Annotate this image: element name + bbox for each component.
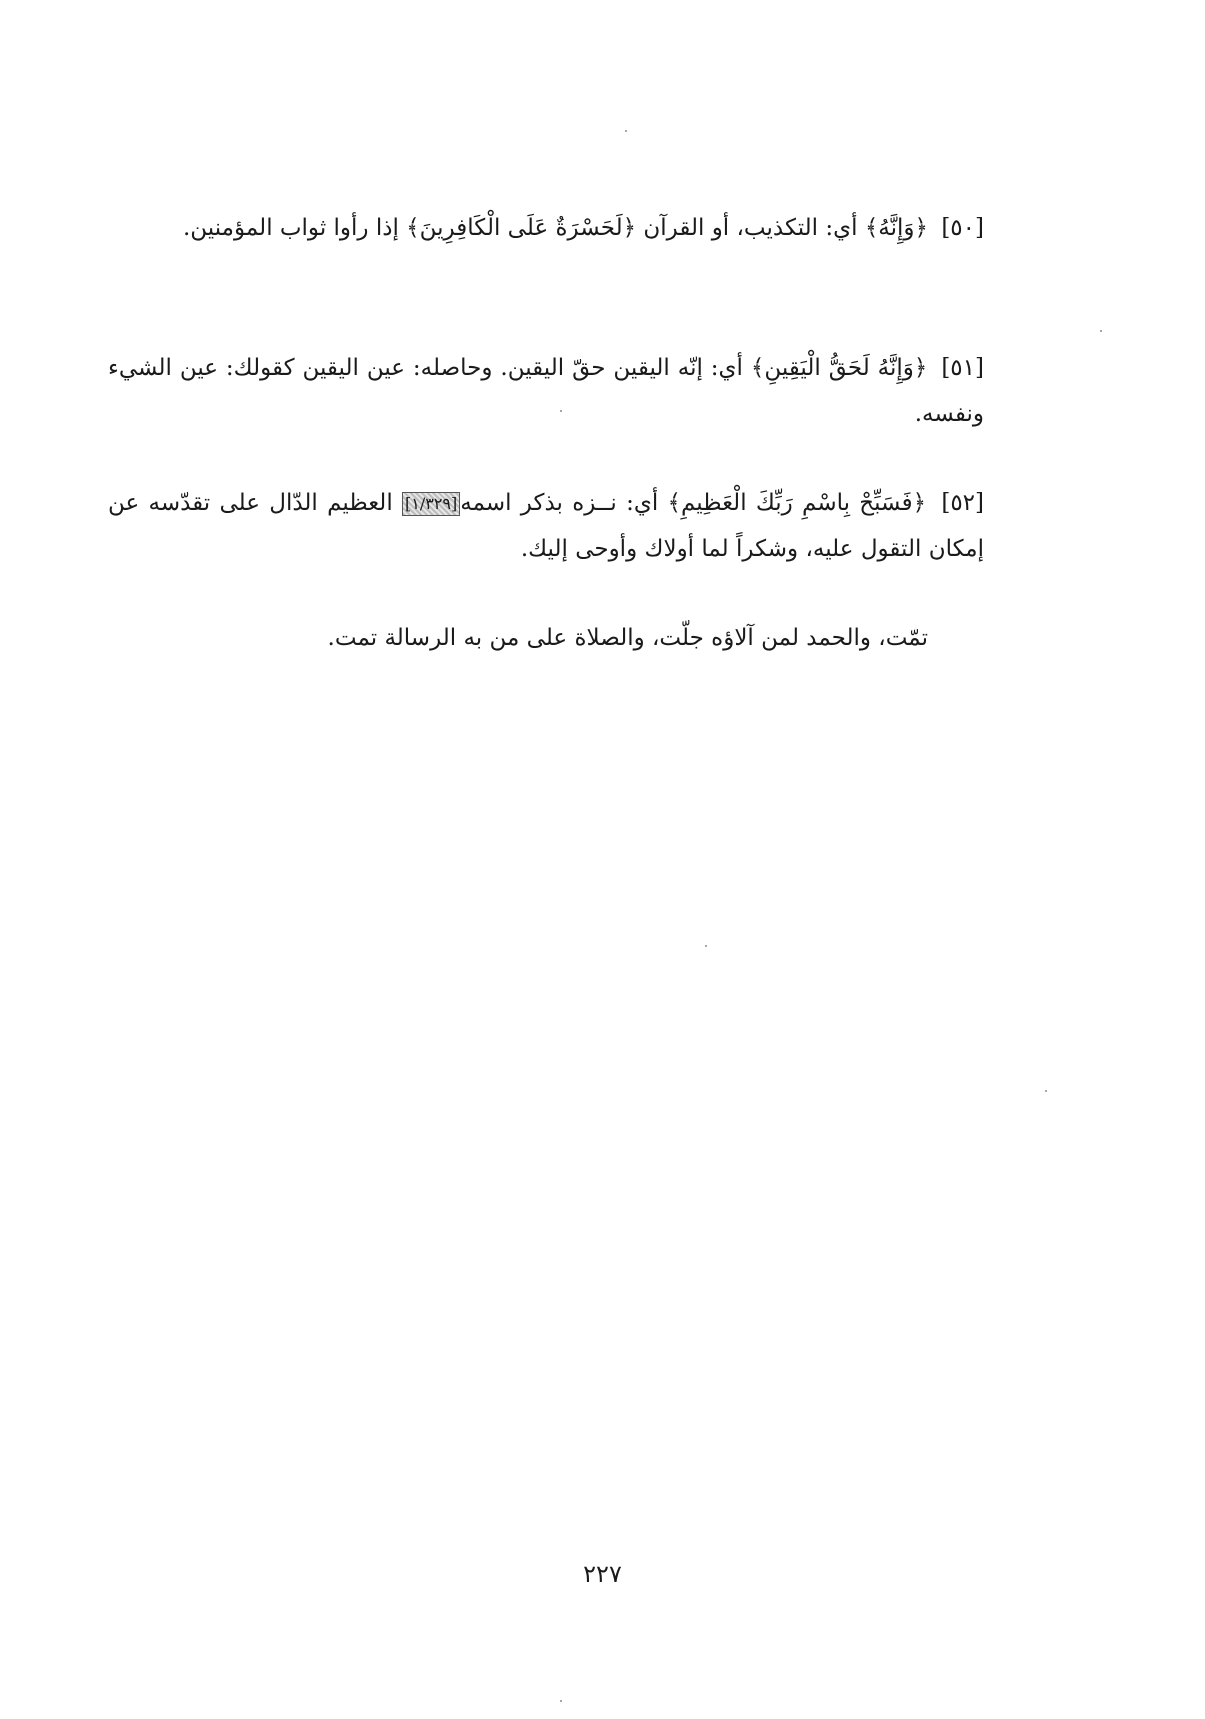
- commentary-text: أي: نــزه بذكر اسمه: [460, 490, 668, 516]
- paragraph-52: [108, 480, 984, 572]
- manuscript-folio-reference: [١/٣٢٩]: [402, 492, 460, 516]
- closing-statement: تمّت، والحمد لمن آلاؤه جلّت، والصلاة على من به الرسالة تمت.: [327, 625, 928, 651]
- scan-speck: [560, 410, 562, 412]
- verse-marker: [٥١]: [941, 355, 984, 381]
- page-number: ٢٢٧: [583, 1560, 622, 1588]
- verse-marker: [٥٠]: [941, 215, 984, 241]
- scan-speck: [705, 945, 707, 947]
- quran-quote: ﴿وَإِنَّهُ لَحَقُّ الْيَقِينِ﴾: [750, 355, 928, 381]
- quran-quote: ﴿وَإِنَّهُ﴾: [864, 215, 928, 241]
- scan-speck: [1100, 330, 1102, 332]
- paragraph-51: [108, 345, 984, 437]
- quran-quote: ﴿لَحَسْرَةٌ عَلَى الْكَافِرِينَ﴾: [406, 215, 637, 241]
- paragraph-50: [108, 205, 984, 251]
- commentary-text: إذا رأوا ثواب المؤمنين.: [182, 215, 407, 241]
- commentary-text: العظيم الدّال على تقدّسه عن إمكان التقول عليه، وشكراً لما أولاك وأوحى إليك.: [108, 490, 984, 562]
- scan-speck: [560, 1700, 562, 1702]
- scan-speck: [625, 130, 627, 132]
- commentary-text: أي: إنّه اليقين حقّ اليقين. وحاصله: عين اليقين كقولك: عين الشيء ونفسه.: [108, 355, 984, 427]
- quran-quote: ﴿فَسَبِّحْ بِاسْمِ رَبِّكَ الْعَظِيمِ﴾: [667, 490, 927, 516]
- scan-speck: [1045, 1090, 1047, 1092]
- verse-marker: [٥٢]: [941, 490, 985, 516]
- commentary-text: أي: التكذيب، أو القرآن: [636, 215, 865, 241]
